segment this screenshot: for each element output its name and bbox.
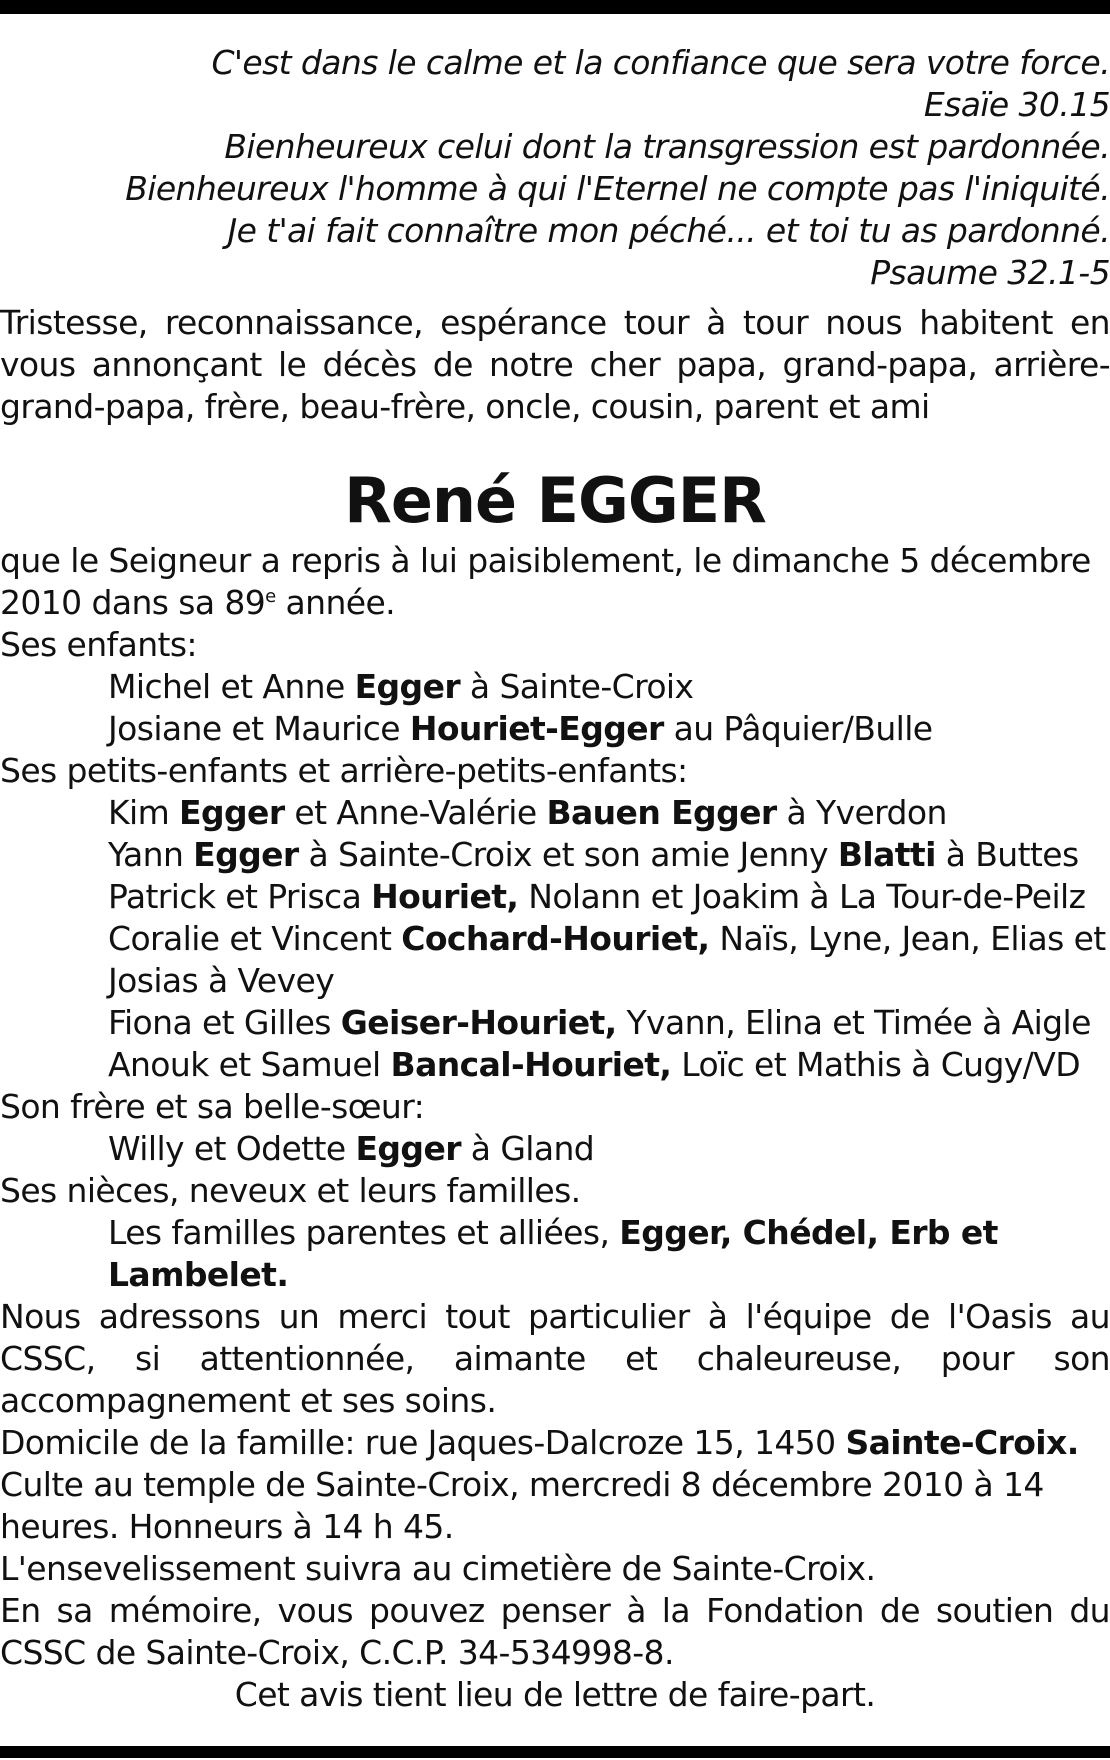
- epigraph: [10, 42, 1110, 294]
- memorial-donation: En sa mémoire, vous pouvez penser à la Fondation de soutien du CSSC de Sainte-Croix, C.C.P. 34-534998-8.: [0, 1591, 1110, 1672]
- epigraph-line-4: Je t'ai fait connaître mon péché... et toi tu as pardonné.: [227, 211, 1110, 250]
- family-row: Anouk et Samuel Bancal-Houriet, Loïc et Mathis à Cugy/VD: [108, 1045, 1081, 1084]
- family-domicile: Domicile de la famille: rue Jaques-Dalcroze 15, 1450 Sainte-Croix.: [0, 1423, 1079, 1462]
- obituary-body: [0, 540, 1110, 1716]
- ordinal-superscript: e: [265, 586, 276, 607]
- thanks-paragraph: Nous adressons un merci tout particulier à l'équipe de l'Oasis au CSSC, si attentionnée, aimante et chaleureuse, pour son accompagnement et ses soins.: [0, 1297, 1110, 1420]
- service-details: Culte au temple de Sainte-Croix, mercredi 8 décembre 2010 à 14 heures. Honneurs à 14 h 45.: [0, 1465, 1044, 1546]
- bottom-rule: [0, 1746, 1110, 1758]
- death-statement: que le Seigneur a repris à lui paisiblement, le dimanche 5 décembre 2010 dans sa 89e année.: [0, 541, 1091, 622]
- announcement-intro: Tristesse, reconnaissance, espérance tour à tour nous habitent en vous annonçant le décès de notre cher papa, grand-papa, arrière-grand-papa, frère, beau-frère, oncle, cousin, parent et ami: [0, 303, 1110, 426]
- nieces-heading: Ses nièces, neveux et leurs familles.: [0, 1171, 581, 1210]
- family-row: Fiona et Gilles Geiser-Houriet, Yvann, Elina et Timée à Aigle: [108, 1003, 1091, 1042]
- epigraph-line-2: Bienheureux celui dont la transgression est pardonnée.: [224, 127, 1110, 166]
- deceased-name: René EGGER: [344, 464, 766, 537]
- family-row: Kim Egger et Anne-Valérie Bauen Egger à Yverdon: [108, 793, 947, 832]
- epigraph-reference-1: Esaïe 30.15: [923, 85, 1110, 124]
- epigraph-line-3: Bienheureux l'homme à qui l'Eternel ne compte pas l'iniquité.: [125, 169, 1110, 208]
- family-row: Josiane et Maurice Houriet-Egger au Pâquier/Bulle: [108, 709, 933, 748]
- family-row: Les familles parentes et alliées, Egger, Chédel, Erb et Lambelet.: [108, 1213, 998, 1294]
- grandchildren-heading: Ses petits-enfants et arrière-petits-enfants:: [0, 751, 688, 790]
- family-row: Michel et Anne Egger à Sainte-Croix: [108, 667, 694, 706]
- siblings-heading: Son frère et sa belle-sœur:: [0, 1087, 425, 1126]
- family-row: Patrick et Prisca Houriet, Nolann et Joakim à La Tour-de-Peilz: [108, 877, 1086, 916]
- family-row: Coralie et Vincent Cochard-Houriet, Naïs, Lyne, Jean, Elias et Josias à Vevey: [108, 919, 1106, 1000]
- family-row: Willy et Odette Egger à Gland: [108, 1129, 595, 1168]
- epigraph-line-1: C'est dans le calme et la confiance que sera votre force.: [211, 43, 1110, 82]
- children-heading: Ses enfants:: [0, 625, 197, 664]
- epigraph-reference-2: Psaume 32.1-5: [870, 253, 1110, 292]
- family-row: Yann Egger à Sainte-Croix et son amie Jenny Blatti à Buttes: [108, 835, 1079, 874]
- top-rule: [0, 0, 1110, 14]
- burial-details: L'ensevelissement suivra au cimetière de Sainte-Croix.: [0, 1549, 876, 1588]
- closing-note: Cet avis tient lieu de lettre de faire-part.: [234, 1675, 876, 1714]
